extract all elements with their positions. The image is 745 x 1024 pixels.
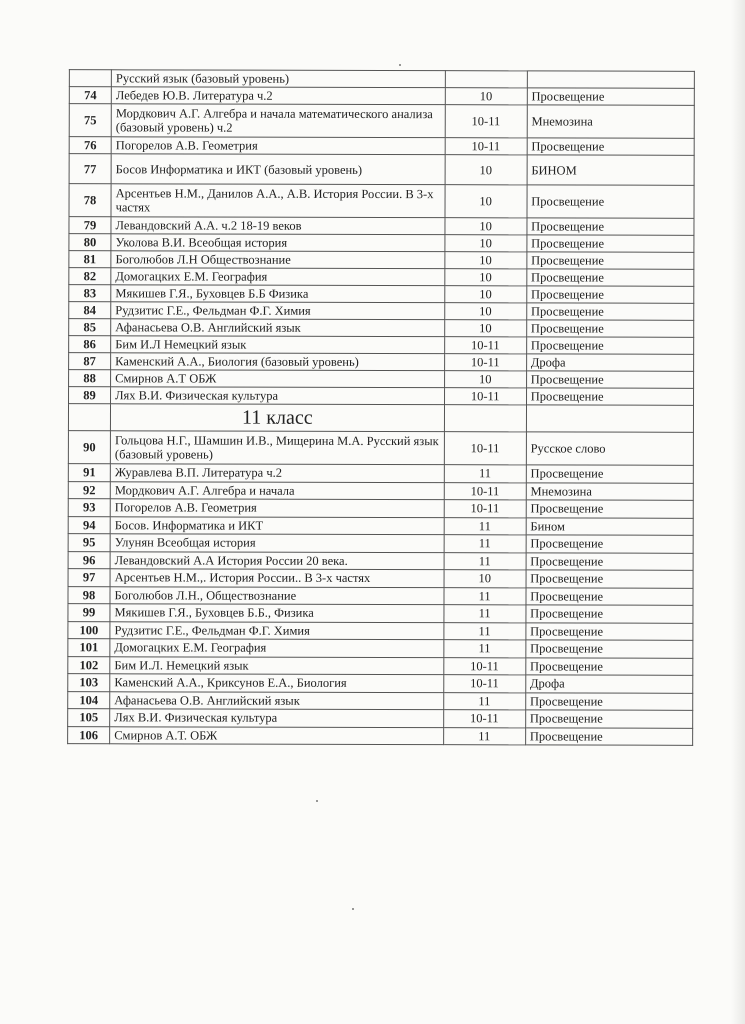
row-grade: 10-11 — [445, 138, 527, 155]
row-number: 96 — [68, 551, 110, 569]
row-title: Боголюбов Л.Н Обществознание — [111, 251, 445, 269]
table-row — [68, 639, 693, 658]
row-number: 99 — [68, 604, 110, 622]
row-number: 104 — [68, 691, 110, 709]
row-number: 78 — [69, 184, 111, 217]
table-row — [69, 70, 694, 89]
row-grade: 10-11 — [444, 337, 526, 354]
row-number: 89 — [69, 387, 111, 404]
row-title: Левандовский А.А История России 20 века. — [110, 551, 444, 569]
row-publisher: Просвещение — [527, 138, 694, 155]
row-grade: 10 — [444, 371, 526, 388]
row-grade: 11 — [444, 605, 526, 623]
row-publisher: Просвещение — [527, 88, 694, 105]
row-title: Рудзитис Г.Е., Фельдман Ф.Г. Химия — [110, 621, 444, 639]
row-number: 100 — [68, 621, 110, 639]
section-header-row — [68, 404, 693, 433]
row-title: Мордкович А.Г. Алгебра и начала математического анализа (базовый уровень) ч.2 — [111, 104, 445, 138]
row-title: Гольцова Н.Г., Шамшин И.В., Мищерина М.А. Русский язык (базовый уровень) — [110, 431, 444, 465]
row-grade — [445, 71, 527, 88]
row-publisher: Просвещение — [526, 535, 693, 553]
row-number: 101 — [68, 639, 110, 657]
row-number: 98 — [68, 586, 110, 604]
row-publisher: Просвещение — [526, 587, 693, 605]
row-grade: 10-11 — [444, 354, 526, 371]
row-number: 88 — [69, 370, 111, 387]
row-number: 106 — [68, 726, 110, 744]
textbook-table — [67, 69, 695, 746]
row-title: Мякишев Г.Я., Буховцев Б.Б., Физика — [110, 604, 444, 622]
row-title: Афанасьева О.В. Английский язык — [111, 319, 445, 337]
row-publisher: Русское слово — [526, 432, 693, 465]
row-title: Бим И.Л. Немецкий язык — [110, 656, 444, 674]
row-grade: 11 — [443, 640, 525, 658]
row-title: Лебедев Ю.В. Литература ч.2 — [111, 87, 445, 105]
table-row — [69, 353, 694, 372]
row-publisher: Просвещение — [527, 218, 694, 235]
table-row — [69, 154, 694, 186]
row-title: Лях В.И. Физическая культура — [110, 709, 444, 727]
row-publisher: Просвещение — [525, 727, 692, 745]
row-publisher: Просвещение — [526, 570, 693, 588]
row-grade: 10 — [444, 252, 526, 269]
row-grade: 10 — [444, 320, 526, 337]
row-publisher: Просвещение — [526, 552, 693, 570]
row-publisher: Просвещение — [526, 640, 693, 658]
row-grade: 10 — [444, 286, 526, 303]
row-publisher: Дрофа — [525, 675, 692, 693]
row-title: Боголюбов Л.Н., Обществознание — [110, 586, 444, 604]
table-row — [69, 336, 694, 355]
row-grade: 10 — [445, 88, 527, 105]
row-grade — [444, 405, 526, 432]
row-number: 93 — [68, 499, 110, 517]
row-title: Домогацких Е.М. География — [110, 639, 444, 657]
table-row — [69, 137, 694, 156]
row-publisher: Просвещение — [527, 252, 694, 269]
row-publisher: Мнемозина — [526, 482, 693, 500]
table-row — [69, 319, 694, 338]
row-grade: 10 — [444, 269, 526, 286]
row-publisher: Просвещение — [527, 269, 694, 286]
row-number: 77 — [69, 154, 111, 184]
table-row — [68, 674, 693, 693]
row-publisher: Мнемозина — [527, 105, 694, 138]
table-row — [68, 464, 693, 483]
table-row — [69, 370, 694, 389]
row-grade: 10-11 — [443, 710, 525, 728]
table-row — [69, 285, 694, 304]
row-title: Погорелов А.В. Геометрия — [110, 499, 444, 517]
row-number: 83 — [69, 285, 111, 302]
row-title: Рудзитис Г.Е., Фельдман Ф.Г. Химия — [111, 302, 445, 320]
row-grade: 11 — [444, 587, 526, 605]
row-number — [68, 404, 110, 431]
row-title: Журавлева В.П. Литература ч.2 — [110, 464, 444, 482]
table-row — [68, 604, 693, 623]
row-grade: 11 — [444, 552, 526, 570]
row-number — [69, 70, 111, 87]
row-title: Босов. Информатика и ИКТ — [110, 516, 444, 534]
row-publisher: Просвещение — [525, 710, 692, 728]
row-grade: 10-11 — [444, 432, 526, 465]
scan-speck — [316, 800, 318, 802]
table-row — [69, 184, 694, 219]
row-number: 74 — [69, 87, 111, 104]
row-publisher: Просвещение — [526, 286, 693, 303]
table-row — [68, 726, 693, 745]
row-title: Каменский А.А., Биология (базовый уровень) — [111, 353, 445, 371]
row-publisher: Просвещение — [526, 320, 693, 337]
row-grade: 10-11 — [443, 675, 525, 693]
table-row — [68, 516, 693, 535]
table-row — [68, 656, 693, 675]
row-publisher: Просвещение — [527, 185, 694, 218]
row-number: 91 — [68, 464, 110, 482]
row-publisher: Просвещение — [526, 605, 693, 623]
table-row — [68, 691, 693, 710]
table-row — [68, 431, 693, 466]
row-number: 84 — [69, 302, 111, 319]
row-number: 82 — [69, 268, 111, 285]
row-title: Улунян Всеобщая история — [110, 534, 444, 552]
table-row — [68, 551, 693, 570]
row-grade: 10 — [445, 155, 527, 185]
row-grade: 10-11 — [445, 105, 527, 138]
row-publisher: Дрофа — [526, 354, 693, 371]
table-row — [69, 268, 694, 287]
row-number: 80 — [69, 234, 111, 251]
table-row — [68, 586, 693, 605]
row-publisher: Просвещение — [525, 692, 692, 710]
table-row — [69, 251, 694, 270]
row-grade: 10 — [445, 218, 527, 235]
row-title: Левандовский А.А. ч.2 18-19 веков — [111, 217, 445, 235]
row-title: Афанасьева О.В. Английский язык — [110, 691, 444, 709]
row-number: 85 — [69, 319, 111, 336]
row-publisher: Просвещение — [526, 465, 693, 483]
row-number: 86 — [69, 336, 111, 353]
row-number: 94 — [68, 516, 110, 534]
row-grade: 11 — [444, 535, 526, 553]
row-grade: 11 — [443, 727, 525, 745]
row-number: 87 — [69, 353, 111, 370]
row-publisher: Просвещение — [526, 388, 693, 405]
row-number: 79 — [69, 217, 111, 234]
row-publisher: Просвещение — [526, 657, 693, 675]
row-publisher: Просвещение — [526, 622, 693, 640]
row-publisher: Просвещение — [526, 303, 693, 320]
row-publisher — [526, 405, 693, 432]
row-title: Арсентьев Н.М., Данилов А.А., А.В. История России. В 3-х частях — [111, 184, 445, 218]
scan-edge — [731, 0, 745, 1024]
table-row — [69, 234, 694, 253]
table-row — [68, 481, 693, 500]
row-number: 102 — [68, 656, 110, 674]
row-grade: 10-11 — [444, 482, 526, 500]
table-row — [68, 621, 693, 640]
row-number: 105 — [68, 709, 110, 727]
row-grade: 10-11 — [443, 657, 525, 675]
row-number: 76 — [69, 137, 111, 154]
table-row — [69, 217, 694, 236]
row-number: 90 — [68, 431, 110, 464]
row-number: 103 — [68, 674, 110, 692]
row-publisher — [527, 71, 694, 88]
row-number: 81 — [69, 251, 111, 268]
table-row — [69, 87, 694, 106]
row-title: Домогацких Е.М. География — [111, 268, 445, 286]
row-publisher: Просвещение — [526, 500, 693, 518]
scan-speck — [352, 908, 354, 910]
table-row — [68, 499, 693, 518]
row-grade: 10 — [444, 570, 526, 588]
row-publisher: Просвещение — [527, 235, 694, 252]
row-grade: 11 — [443, 692, 525, 710]
row-number: 97 — [68, 569, 110, 587]
table-row — [69, 302, 694, 321]
table-row — [68, 709, 693, 728]
row-grade: 11 — [444, 517, 526, 535]
row-title: Лях В.И. Физическая культура — [111, 387, 445, 405]
row-publisher: Бином — [526, 517, 693, 535]
row-grade: 10 — [445, 235, 527, 252]
row-title: Мордкович А.Г. Алгебра и начала — [110, 481, 444, 499]
row-title: Арсентьев Н.М.,. История России.. В 3-х частях — [110, 569, 444, 587]
table-row — [68, 534, 693, 553]
row-title: Мякишев Г.Я., Буховцев Б.Б Физика — [111, 285, 445, 303]
row-publisher: Просвещение — [526, 371, 693, 388]
row-grade: 11 — [443, 622, 525, 640]
row-title: Погорелов А.В. Геометрия — [111, 137, 445, 155]
row-grade: 10-11 — [444, 388, 526, 405]
row-title: Каменский А.А., Криксунов Е.А., Биология — [110, 674, 444, 692]
scan-speck — [399, 64, 401, 66]
row-title: Бим И.Л Немецкий язык — [111, 336, 445, 354]
row-title: Смирнов А.Т. ОБЖ — [110, 726, 444, 744]
row-number: 95 — [68, 534, 110, 552]
row-title: Смирнов А.Т ОБЖ — [111, 370, 445, 388]
row-title: Русский язык (базовый уровень) — [111, 70, 445, 88]
table-row — [68, 569, 693, 588]
row-grade: 10-11 — [444, 500, 526, 518]
section-title: 11 класс — [111, 404, 445, 432]
row-grade: 10 — [445, 185, 527, 218]
row-publisher: БИНОМ — [527, 155, 694, 185]
row-title: Босов Информатика и ИКТ (базовый уровень) — [111, 154, 445, 185]
row-title: Уколова В.И. Всеобщая история — [111, 234, 445, 252]
row-publisher: Просвещение — [526, 337, 693, 354]
row-grade: 11 — [444, 465, 526, 483]
table-row — [69, 387, 694, 406]
row-grade: 10 — [444, 303, 526, 320]
row-number: 92 — [68, 481, 110, 499]
row-number: 75 — [69, 104, 111, 137]
table-row — [69, 104, 694, 139]
